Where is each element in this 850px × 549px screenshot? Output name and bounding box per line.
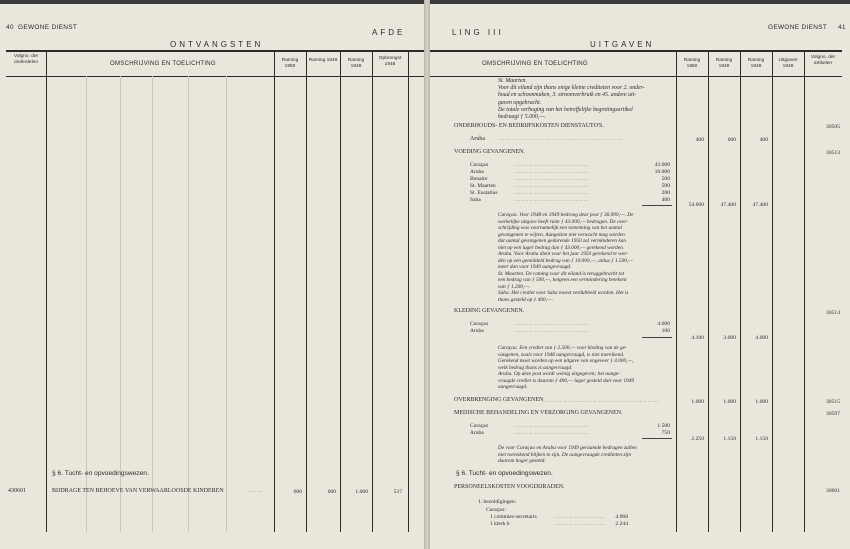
header-rule-top <box>6 50 424 52</box>
column-divider <box>804 50 805 532</box>
bleed-line <box>152 76 153 532</box>
item-onderhoud-art: 30505 <box>826 124 840 130</box>
item-kleding-lines: Curaçao Aruba <box>470 321 489 334</box>
left-page <box>0 4 424 549</box>
col-header-volgno: Volgno. der onderdelen <box>13 54 39 65</box>
item-voeding-note: Curaçao. Voor 1948 en 1949 bedroeg deze post ƒ 36.000,—. De werkelijke uitgave heeft ruim ƒ 43.000,— bedragen. De over- schrijding was voornamelijk een toeneming van het aantal gevangenen te wijten. Aangezien niet verwacht mag worden dat aantal gevangenen gedurende 1950 zal verminderen kan niet op een lager bedrag dan ƒ 43.000,— gerekend worden. Aruba. Voor Aruba dient voor het jaar 1950 gerekend te wor- den op een gemiddeld bedrag van ƒ 10.000,—, aldus ƒ 1.500,— meer dan voor 1949 aangevraagd. St. Maarten. De raming voor dit eiland is teruggebracht tot een bedrag van ƒ 500,—, hetgeen een vermindering betekent van ƒ 1.200,—. Saba. Het crediet voor Saba moest verdubbeld worden. Het is thans gesteld op ƒ 400,—. <box>498 212 634 303</box>
item-onderhoud-1950: 400 <box>695 137 704 143</box>
col-header-raming-1950: Raming 1950 <box>281 58 299 69</box>
header-rule-bottom <box>6 76 424 77</box>
item-medische-1949: 1.150 <box>723 436 736 442</box>
item-medische-note: De voor Curaçao en Aruba voor 1949 geraamde bedragen zullen niet toereikend blijken te zijn. De aangevraagde crediteten zijn daarom hoger gesteld. <box>498 445 637 464</box>
col-header-raming-1948: Raming 1948 <box>347 58 365 69</box>
item-medische-1950: 2.250 <box>691 436 704 442</box>
item-personeel-art: 30601 <box>826 488 840 494</box>
col-header-raming-1949-r: Raming 1949 <box>715 58 733 69</box>
item-medische-lines: Curaçao Aruba <box>470 423 489 436</box>
column-divider <box>340 50 341 532</box>
item-kleding-amounts: 4.000 100 <box>657 321 670 334</box>
item-medische-1948: 1.150 <box>755 436 768 442</box>
item-medische-art: 30597 <box>826 411 840 417</box>
column-divider <box>274 50 275 532</box>
right-page <box>430 4 850 549</box>
section-heading-left: § 6. Tucht- en opvoedingswezen. <box>52 470 149 477</box>
sum-rule <box>642 337 672 338</box>
section-head-uitgaven: UITGAVEN <box>590 40 655 49</box>
item-kleding-1949: 3.000 <box>723 335 736 341</box>
item-overbrenging-1948: 1.000 <box>755 399 768 405</box>
item-voeding-title: VOEDING GEVANGENEN. <box>454 149 525 155</box>
col-header-raming-1949: Raming 1949 <box>308 58 338 63</box>
item-medische-amounts: 1.500 750 <box>657 423 670 436</box>
item-overbrenging-title: OVERBRENGING GEVANGENEN <box>454 397 544 403</box>
page-number-left: 40 <box>6 24 14 31</box>
header-rule-bottom <box>430 76 842 77</box>
header-rule-top <box>430 50 842 52</box>
bleed-line <box>86 76 87 532</box>
leader-dots: .............................................. <box>542 398 661 404</box>
row-opbrengst-1948: 537 <box>393 489 402 495</box>
column-divider <box>372 50 373 532</box>
col-header-omschrijving: OMSCHRIJVING EN TOELICHTING <box>110 61 216 67</box>
item-personeel-title: PERSONEELSKOSTEN VOOGDIJRADEN. <box>454 484 565 490</box>
col-header-volgno-artikelen: Volgno. der artikelen <box>810 55 836 66</box>
leader-dots: ............................. ............................. <box>514 321 589 334</box>
item-medische-title: MEDISCHE BEHANDELING EN VERZORGING GEVANGENEN. <box>454 410 623 416</box>
item-voeding-lines: Curaçao Aruba Bonaire St. Maarten St. Eustatius Saba <box>470 162 498 203</box>
section-head-ling: LING III <box>452 28 504 37</box>
item-onderhoud-title: ONDERHOUDS- EN BEDRIJFSKOSTEN DIENSTAUTO'S. <box>454 123 604 129</box>
leader-dots: ............................. ............................. <box>514 423 589 436</box>
col-header-opbrengst-1948: Opbrengst 1948 <box>378 56 402 67</box>
item-overbrenging-art: 30515 <box>826 399 840 405</box>
column-divider <box>708 50 709 532</box>
leader-dots: ........................................... <box>500 136 624 142</box>
item-overbrenging-1950: 1.000 <box>691 399 704 405</box>
column-divider <box>740 50 741 532</box>
intro-note: St. Maarten. Voor dit eiland zijn thans enige kleine crediteten voor 2. onder- houd en schoonmaken, 3. stroomverbruik en 45. andere uit- gaven opgebracht. De totale verhoging van het betreffelijke begrotingsartikel bedraagt ƒ 5.000,—. <box>498 78 645 121</box>
sum-rule <box>642 205 672 206</box>
row-number: 430601 <box>8 488 26 494</box>
item-kleding-art: 30514 <box>826 310 840 316</box>
sum-rule <box>642 438 672 439</box>
section-head-ontvangsten: ONTVANGSTEN <box>170 40 264 49</box>
col-header-raming-1948-r: Raming 1948 <box>747 58 765 69</box>
page-number-right: 41 <box>838 24 846 31</box>
item-onderhoud-line: Aruba <box>470 136 485 142</box>
section-heading-right: § 6. Tucht- en opvoedingswezen. <box>456 470 553 477</box>
item-personeel-lines: 1 commies-secretaris 1 klerk b <box>490 514 537 527</box>
item-kleding-title: KLEDING GEVANGENEN. <box>454 308 525 314</box>
item-voeding-1950: 54.600 <box>688 202 704 208</box>
item-voeding-1949: 47.400 <box>720 202 736 208</box>
bleed-line <box>226 76 227 532</box>
leader-dots: ...... <box>248 488 263 494</box>
col-header-uitgaven-1948: Uitgaven 1948 <box>778 58 798 69</box>
row-raming-1948: 1.000 <box>355 489 368 495</box>
row-raming-1950: 600 <box>293 489 302 495</box>
item-personeel-sub1: 1. bezoldigingen: <box>478 499 517 505</box>
leader-dots: ............................. ............................. ............................. ............................. ............................. ............................. <box>514 162 589 203</box>
column-divider <box>772 50 773 532</box>
row-raming-1949: 600 <box>327 489 336 495</box>
column-divider <box>676 50 677 532</box>
column-divider <box>306 50 307 532</box>
bleed-line <box>188 76 189 532</box>
item-personeel-amounts: 4.968 2.244 <box>615 514 628 527</box>
running-head-left: GEWONE DIENST <box>18 24 78 31</box>
col-header-raming-1950-r: Raming 1950 <box>683 58 701 69</box>
item-personeel-sub2: Curaçao: <box>486 507 506 513</box>
item-kleding-note: Curaçao. Een crediet van ƒ 2.500,— voor kleding van de ge- vangenen, zoals voor 1948 aangevraagd, is niet toereikend. Gerekend moet worden op een uitgave van ongeveer ƒ 4.000,—, welk bedrag thans is aangevraagd. Aruba. Op deze post wordt weinig uitgegeven; het aange- vraagde crediet is daarom ƒ 400,— lager gesteld dan voor 1949 aangevraagd. <box>498 345 634 390</box>
section-head-afde: AFDE <box>372 28 406 37</box>
item-onderhoud-1948: 400 <box>759 137 768 143</box>
item-voeding-1948: 47.400 <box>752 202 768 208</box>
bleed-line <box>120 76 121 532</box>
item-kleding-1950: 4.100 <box>691 335 704 341</box>
item-voeding-amounts: 43.000 10.000 500 500 200 400 <box>654 162 670 203</box>
running-head-right: GEWONE DIENST <box>768 24 828 31</box>
item-kleding-1948: 4.000 <box>755 335 768 341</box>
col-header-omschrijving-r: OMSCHRIJVING EN TOELICHTING <box>482 61 588 67</box>
item-voeding-art: 30513 <box>826 150 840 156</box>
row-description: BIJDRAGE TEN BEHOEVE VAN VERWAARLOOSDE KINDEREN <box>52 488 224 494</box>
leader-dots: .................... .................... <box>554 514 606 527</box>
column-divider <box>408 50 409 532</box>
item-overbrenging-1949: 1.000 <box>723 399 736 405</box>
column-divider <box>46 50 47 532</box>
item-onderhoud-1949: 600 <box>727 137 736 143</box>
